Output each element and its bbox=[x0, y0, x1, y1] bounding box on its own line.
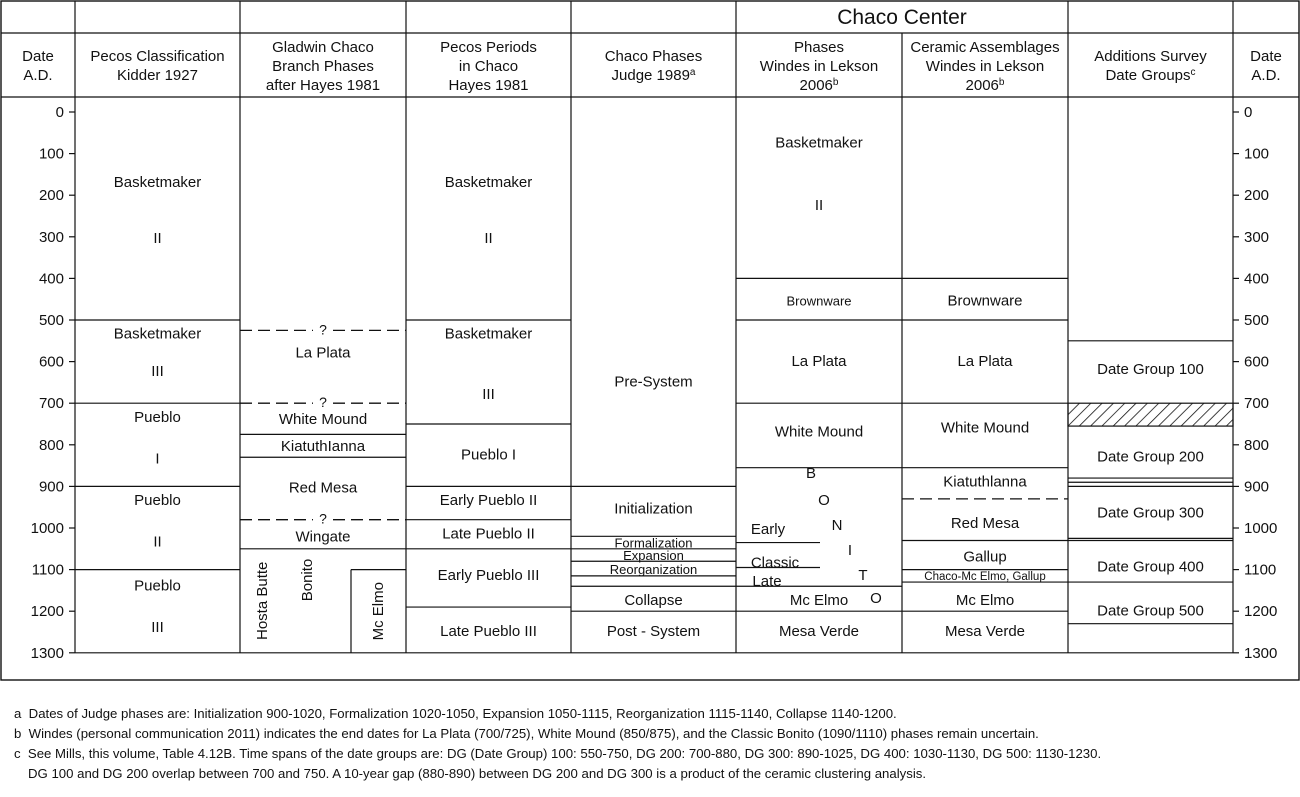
year-label-left: 1100 bbox=[31, 561, 64, 579]
judge-formalization: Formalization bbox=[614, 535, 693, 551]
header-windes-phases-line-1: Windes in Lekson bbox=[759, 58, 879, 75]
chart-labels bbox=[22, 6, 1282, 662]
header-ceramic-assemblages-line-2: 2006$^b$ bbox=[965, 76, 1005, 94]
year-label-left: 1200 bbox=[30, 603, 64, 621]
year-label-right: 800 bbox=[1244, 436, 1270, 454]
windes-early-bonito: Early bbox=[750, 521, 786, 539]
header-judge-phases-line-1: Judge 1989$^a$ bbox=[611, 66, 696, 84]
header-gladwin-phases-line-1: Branch Phases bbox=[272, 58, 374, 75]
dg100-dg200-overlap-hatch bbox=[1068, 403, 1233, 426]
pecos-pueblo-i: Pueblo bbox=[134, 408, 181, 426]
year-label-left: 200 bbox=[38, 187, 64, 205]
windes-brownware: Brownware bbox=[786, 293, 852, 309]
gladwin-uncertain-boundary-700-question-mark: ? bbox=[319, 394, 327, 411]
header-pecos-periods-line-1: in Chaco bbox=[458, 58, 519, 75]
period-late-pueblo-iii: Late Pueblo III bbox=[440, 623, 537, 641]
year-label-left: 600 bbox=[38, 353, 64, 371]
date-group-200: Date Group 200 bbox=[1097, 448, 1204, 466]
windes-basketmaker-ii-numeral: II bbox=[814, 196, 824, 214]
period-basketmaker-ii: Basketmaker bbox=[444, 173, 533, 191]
date-group-400: Date Group 400 bbox=[1097, 558, 1204, 576]
windes-la-plata: La Plata bbox=[791, 352, 847, 370]
year-label-right: 1300 bbox=[1244, 644, 1278, 662]
pecos-basketmaker-iii: Basketmaker bbox=[113, 325, 202, 343]
period-late-pueblo-ii: Late Pueblo II bbox=[442, 525, 535, 543]
year-label-left: 0 bbox=[55, 104, 64, 121]
gladwin-bonito: Bonito bbox=[299, 558, 316, 602]
windes-bonito-letter-2: N bbox=[831, 517, 843, 535]
year-label-left: 300 bbox=[38, 228, 64, 246]
pecos-pueblo-iii: Pueblo bbox=[134, 577, 181, 595]
windes-bonito-letter-3: I bbox=[847, 542, 853, 560]
header-ceramic-assemblages-line-1: Windes in Lekson bbox=[925, 58, 1045, 75]
period-basketmaker-iii-numeral: III bbox=[482, 386, 495, 404]
ceramic-gallup: Gallup bbox=[963, 548, 1007, 566]
header-additions-survey-line-0: Additions Survey bbox=[1094, 48, 1207, 65]
header-date-left-line-1: A.D. bbox=[23, 67, 53, 84]
year-label-right: 200 bbox=[1244, 187, 1270, 205]
year-label-left: 900 bbox=[38, 478, 64, 496]
header-gladwin-phases-line-0: Gladwin Chaco bbox=[272, 39, 374, 56]
period-early-pueblo-ii: Early Pueblo II bbox=[439, 492, 538, 510]
windes-late-bonito: Late bbox=[752, 573, 782, 591]
header-date-right-line-1: A.D. bbox=[1251, 67, 1281, 84]
windes-bonito-letter-5: O bbox=[870, 589, 882, 607]
period-basketmaker-ii-numeral: II bbox=[484, 230, 493, 248]
year-label-left: 800 bbox=[38, 436, 64, 454]
date-group-300: Date Group 300 bbox=[1097, 504, 1204, 522]
year-label-right: 900 bbox=[1244, 478, 1270, 496]
gladwin-wingate: Wingate bbox=[295, 528, 351, 546]
ceramic-mesa-verde: Mesa Verde bbox=[944, 623, 1026, 641]
gladwin-hosta-butte: Hosta Butte bbox=[254, 561, 271, 640]
header-pecos-classification-line-1: Kidder 1927 bbox=[117, 67, 198, 84]
windes-bonito-letter-0: B bbox=[805, 465, 817, 483]
year-label-right: 700 bbox=[1244, 395, 1270, 413]
ceramic-brownware: Brownware bbox=[947, 292, 1023, 310]
year-label-left: 1300 bbox=[30, 644, 64, 662]
pecos-pueblo-iii-numeral: III bbox=[151, 619, 164, 636]
judge-initialization: Initialization bbox=[614, 500, 693, 518]
gladwin-mc-elmo: Mc Elmo bbox=[370, 582, 387, 641]
year-label-right: 0 bbox=[1244, 104, 1253, 121]
header-pecos-classification-line-0: Pecos Classification bbox=[90, 48, 225, 65]
windes-mc-elmo: Mc Elmo bbox=[789, 591, 849, 609]
footnote-c-continued: DG 100 and DG 200 overlap between 700 and 750. A 10-year gap (880-890) between DG 200 and DG 300 is a product of the ceramic clustering analysis. bbox=[28, 766, 927, 781]
footnotes bbox=[14, 704, 1284, 784]
windes-mesa-verde: Mesa Verde bbox=[778, 623, 860, 641]
judge-expansion: Expansion bbox=[623, 548, 684, 564]
gladwin-kiatuthlanna: KiatuthIanna bbox=[280, 438, 366, 456]
footnote-b: b Windes (personal communication 2011) indicates the end dates for La Plata (700/725), White Mound (850/875), and the Classic Bonito (1090/1110) phases remain uncertain. bbox=[14, 726, 1039, 741]
judge-reorganization: Reorganization bbox=[609, 561, 698, 577]
gladwin-white-mound: White Mound bbox=[278, 411, 368, 428]
gladwin-uncertain-boundary-525-question-mark: ? bbox=[319, 321, 327, 338]
judge-collapse: Collapse bbox=[624, 591, 683, 609]
ceramic-white-mound: White Mound bbox=[940, 419, 1030, 437]
header-judge-phases-line-0: Chaco Phases bbox=[604, 48, 703, 65]
gladwin-uncertain-boundary-980-question-mark: ? bbox=[319, 510, 327, 527]
gladwin-la-plata: La Plata bbox=[295, 344, 351, 362]
judge-pre-system: Pre-System bbox=[614, 373, 693, 391]
year-label-right: 500 bbox=[1244, 312, 1270, 329]
windes-basketmaker-ii: Basketmaker bbox=[775, 134, 863, 152]
pecos-pueblo-i-numeral: I bbox=[155, 450, 160, 468]
year-label-left: 100 bbox=[38, 145, 64, 163]
year-label-right: 600 bbox=[1244, 353, 1270, 371]
period-early-pueblo-iii: Early Pueblo III bbox=[437, 567, 540, 584]
windes-bonito-letter-4: T bbox=[858, 567, 868, 584]
ceramic-kiatuthlanna: Kiatuthlanna bbox=[943, 473, 1027, 491]
footnote-c: c See Mills, this volume, Table 4.12B. Time spans of the date groups are: DG (Date Group) 100: 550-750, DG 200: 700-880, DG 300: 890-1025, DG 400: 1030-1130, DG 500: 1130-1230. bbox=[14, 746, 1102, 761]
gladwin-red-mesa: Red Mesa bbox=[288, 479, 358, 497]
year-label-right: 300 bbox=[1244, 228, 1270, 246]
ceramic-mc-elmo: Mc Elmo bbox=[955, 591, 1015, 609]
windes-classic-bonito: Classic bbox=[750, 554, 800, 572]
date-group-100: Date Group 100 bbox=[1097, 361, 1204, 379]
year-label-left: 500 bbox=[38, 312, 64, 329]
chaco-center-title: Chaco Center bbox=[837, 6, 967, 29]
header-windes-phases-line-2: 2006$^b$ bbox=[799, 76, 839, 94]
footnote-a: a Dates of Judge phases are: Initialization 900-1020, Formalization 1020-1050, Expansion 1050-1115, Reorganization 1115-1140, Collapse 1140-1200. bbox=[14, 706, 897, 721]
judge-post-system: Post - System bbox=[606, 623, 701, 641]
year-label-right: 1000 bbox=[1244, 520, 1278, 537]
header-pecos-periods-line-2: Hayes 1981 bbox=[448, 77, 529, 94]
year-label-right: 1200 bbox=[1244, 603, 1278, 621]
date-group-500: Date Group 500 bbox=[1097, 602, 1204, 620]
header-pecos-periods-line-0: Pecos Periods bbox=[440, 39, 537, 56]
year-label-right: 400 bbox=[1244, 270, 1270, 288]
pecos-pueblo-ii-numeral: II bbox=[153, 533, 162, 551]
windes-white-mound: White Mound bbox=[774, 423, 864, 441]
header-date-left-line-0: Date bbox=[22, 48, 54, 65]
year-label-left: 1000 bbox=[30, 520, 64, 537]
year-label-right: 100 bbox=[1244, 145, 1270, 163]
pecos-pueblo-ii: Pueblo bbox=[134, 492, 181, 510]
year-label-left: 700 bbox=[38, 395, 64, 413]
period-pueblo-i: Pueblo I bbox=[460, 446, 517, 464]
pecos-basketmaker-ii: Basketmaker bbox=[113, 173, 202, 191]
header-gladwin-phases-line-2: after Hayes 1981 bbox=[265, 77, 381, 94]
windes-bonito-letter-1: O bbox=[818, 492, 830, 510]
pecos-basketmaker-iii-numeral: III bbox=[151, 363, 164, 381]
ceramic-red-mesa: Red Mesa bbox=[950, 515, 1020, 532]
ceramic-chaco-mc-elmo-gallup: Chaco-Mc Elmo, Gallup bbox=[924, 571, 1046, 583]
header-ceramic-assemblages-line-0: Ceramic Assemblages bbox=[910, 39, 1060, 56]
year-label-left: 400 bbox=[38, 270, 64, 288]
header-windes-phases-line-0: Phases bbox=[793, 39, 845, 56]
year-label-right: 1100 bbox=[1244, 561, 1277, 579]
header-additions-survey-line-1: Date Groups$^c$ bbox=[1105, 66, 1196, 84]
period-basketmaker-iii: Basketmaker bbox=[444, 325, 533, 343]
ceramic-la-plata: La Plata bbox=[957, 352, 1013, 370]
pecos-basketmaker-ii-numeral: II bbox=[153, 230, 162, 248]
header-date-right-line-0: Date bbox=[1250, 48, 1282, 65]
